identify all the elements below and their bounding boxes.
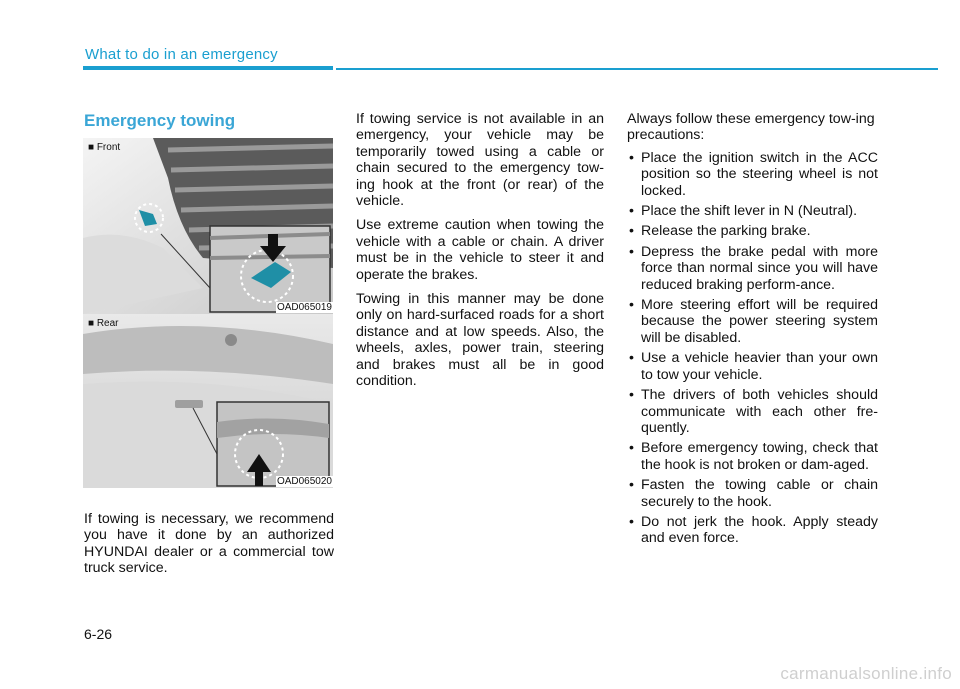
list-item: • Place the shift lever in N (Neutral). [627,203,878,219]
section-header-title: What to do in an emergency [85,46,278,63]
front-bumper-illustration [83,138,333,314]
rear-bumper-illustration [83,314,333,488]
list-item: • Depress the brake pedal with more force than normal since you will have reduced braking perform-ance. [627,244,878,293]
figure-code-front: OAD065019 [276,302,332,313]
figure-label-rear: ■ Rear [88,318,119,329]
list-item: • Use a vehicle heavier than your own to tow your vehicle. [627,350,878,383]
page-heading: Emergency towing [84,111,236,130]
middle-column [356,111,604,398]
list-item: • The drivers of both vehicles should communicate with each other fre-quently. [627,387,878,436]
header-rule-thin [336,68,938,70]
list-item: • Before emergency towing, check that the hook is not broken or dam-aged. [627,440,878,473]
towing-paragraph-2: Use extreme caution when towing the vehicle with a cable or chain. A driver must be in the vehicle to steer it and operate the brakes. [356,217,604,283]
list-item: • Do not jerk the hook. Apply steady and even force. [627,514,878,547]
intro-paragraph: If towing is necessary, we recommend you have it done by an authorized HYUNDAI dealer or a commercial tow truck service. [84,511,334,577]
header-rule-thick [83,66,333,70]
figure-code-rear: OAD065020 [276,476,332,487]
list-item: • Release the parking brake. [627,223,878,239]
towing-paragraph-1: If towing service is not available in an emergency, your vehicle may be temporarily towed using a cable or chain secured to the emergency tow-ing hook at the front (or rear) of the vehicle. [356,111,604,210]
precautions-list [627,150,878,547]
towing-paragraph-3: Towing in this manner may be done only on hard-surfaced roads for a short distance and at low speeds. Also, the wheels, axles, power train, steering and brakes must all be in good condition. [356,291,604,390]
precautions-intro: Always follow these emergency tow-ing precautions: [627,111,875,144]
precautions-column [627,111,878,551]
watermark: carmanualsonline.info [780,664,952,683]
front-tow-hook-figure [83,138,333,314]
rear-tow-hook-figure [83,314,333,488]
list-item: • Fasten the towing cable or chain securely to the hook. [627,477,878,510]
figure-label-front: ■ Front [88,142,121,153]
list-item: • More steering effort will be required because the power steering system will be disabled. [627,297,878,346]
list-item: • Place the ignition switch in the ACC position so the steering wheel is not locked. [627,150,878,199]
page-number: 6-26 [84,626,113,642]
